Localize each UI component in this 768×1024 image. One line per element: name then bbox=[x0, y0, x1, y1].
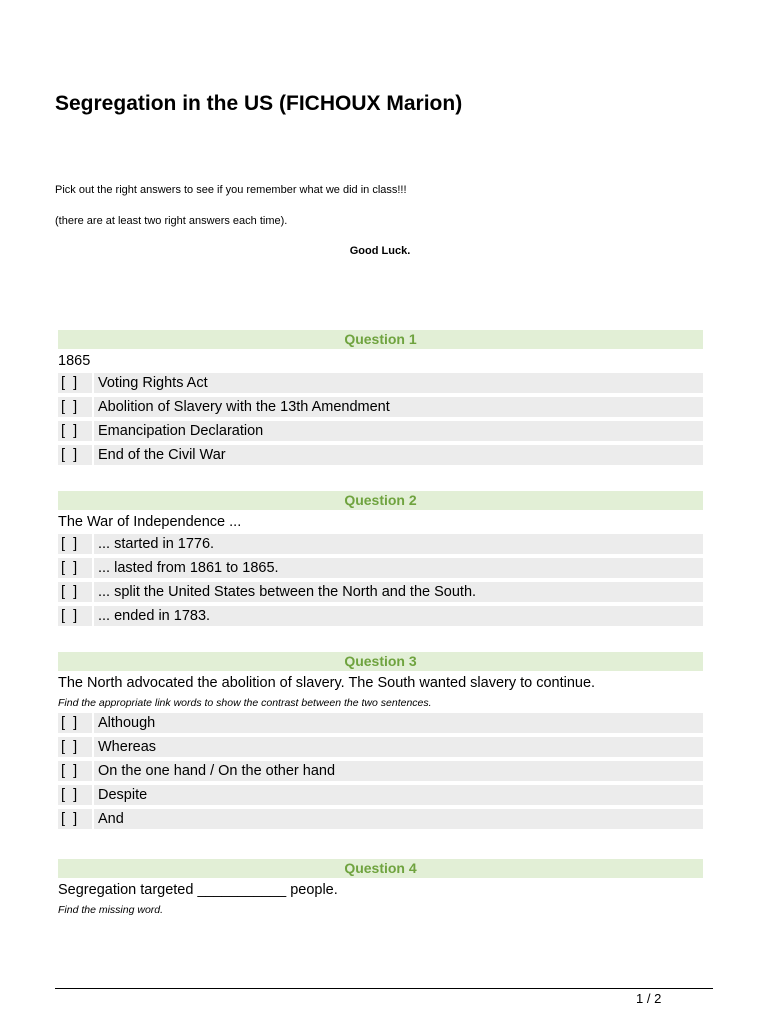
answer-label: On the one hand / On the other hand bbox=[94, 761, 703, 781]
page-number: 1 / 2 bbox=[636, 991, 662, 1006]
checkbox[interactable]: [ ] bbox=[58, 397, 92, 417]
answer-option[interactable] bbox=[58, 445, 703, 465]
question-2 bbox=[58, 491, 703, 630]
footer-divider bbox=[55, 988, 713, 989]
checkbox[interactable]: [ ] bbox=[58, 606, 92, 626]
question-header: Question 1 bbox=[58, 330, 703, 349]
question-header: Question 4 bbox=[58, 859, 703, 878]
checkbox[interactable]: [ ] bbox=[58, 785, 92, 805]
checkbox[interactable]: [ ] bbox=[58, 373, 92, 393]
checkbox[interactable]: [ ] bbox=[58, 558, 92, 578]
question-hint: Find the missing word. bbox=[58, 904, 164, 916]
checkbox[interactable]: [ ] bbox=[58, 737, 92, 757]
answer-label: Despite bbox=[94, 785, 703, 805]
question-prompt: The North advocated the abolition of slavery. The South wanted slavery to continue. bbox=[58, 675, 596, 691]
answer-label: And bbox=[94, 809, 703, 829]
answer-option[interactable] bbox=[58, 809, 703, 829]
answer-label: ... started in 1776. bbox=[94, 534, 703, 554]
question-prompt: The War of Independence ... bbox=[58, 514, 242, 530]
instructions-note: (there are at least two right answers each time). bbox=[55, 215, 288, 227]
page-title: Segregation in the US (FICHOUX Marion) bbox=[55, 92, 463, 115]
checkbox[interactable]: [ ] bbox=[58, 809, 92, 829]
answer-label: ... lasted from 1861 to 1865. bbox=[94, 558, 703, 578]
answer-option[interactable] bbox=[58, 421, 703, 441]
question-hint: Find the appropriate link words to show the contrast between the two sentences. bbox=[58, 697, 432, 709]
answer-option[interactable] bbox=[58, 373, 703, 393]
checkbox[interactable]: [ ] bbox=[58, 761, 92, 781]
checkbox[interactable]: [ ] bbox=[58, 582, 92, 602]
answer-label: Whereas bbox=[94, 737, 703, 757]
instructions-text: Pick out the right answers to see if you remember what we did in class!!! bbox=[55, 184, 407, 196]
good-luck-text: Good Luck. bbox=[349, 245, 411, 257]
answer-label: ... split the United States between the North and the South. bbox=[94, 582, 703, 602]
answer-label: ... ended in 1783. bbox=[94, 606, 703, 626]
question-prompt: Segregation targeted ___________ people. bbox=[58, 882, 338, 898]
question-header: Question 2 bbox=[58, 491, 703, 510]
answer-label: End of the Civil War bbox=[94, 445, 703, 465]
question-header: Question 3 bbox=[58, 652, 703, 671]
answer-label: Voting Rights Act bbox=[94, 373, 703, 393]
question-3 bbox=[58, 652, 703, 833]
answer-option[interactable] bbox=[58, 713, 703, 733]
question-1 bbox=[58, 330, 703, 469]
answer-label: Abolition of Slavery with the 13th Amendment bbox=[94, 397, 703, 417]
checkbox[interactable]: [ ] bbox=[58, 713, 92, 733]
answer-label: Although bbox=[94, 713, 703, 733]
answer-label: Emancipation Declaration bbox=[94, 421, 703, 441]
checkbox[interactable]: [ ] bbox=[58, 445, 92, 465]
answer-option[interactable] bbox=[58, 534, 703, 554]
answer-option[interactable] bbox=[58, 737, 703, 757]
answer-option[interactable] bbox=[58, 558, 703, 578]
answer-option[interactable] bbox=[58, 785, 703, 805]
answer-option[interactable] bbox=[58, 397, 703, 417]
checkbox[interactable]: [ ] bbox=[58, 534, 92, 554]
question-4 bbox=[58, 859, 703, 920]
answer-option[interactable] bbox=[58, 606, 703, 626]
checkbox[interactable]: [ ] bbox=[58, 421, 92, 441]
answer-option[interactable] bbox=[58, 582, 703, 602]
answer-option[interactable] bbox=[58, 761, 703, 781]
question-prompt: 1865 bbox=[58, 353, 91, 369]
